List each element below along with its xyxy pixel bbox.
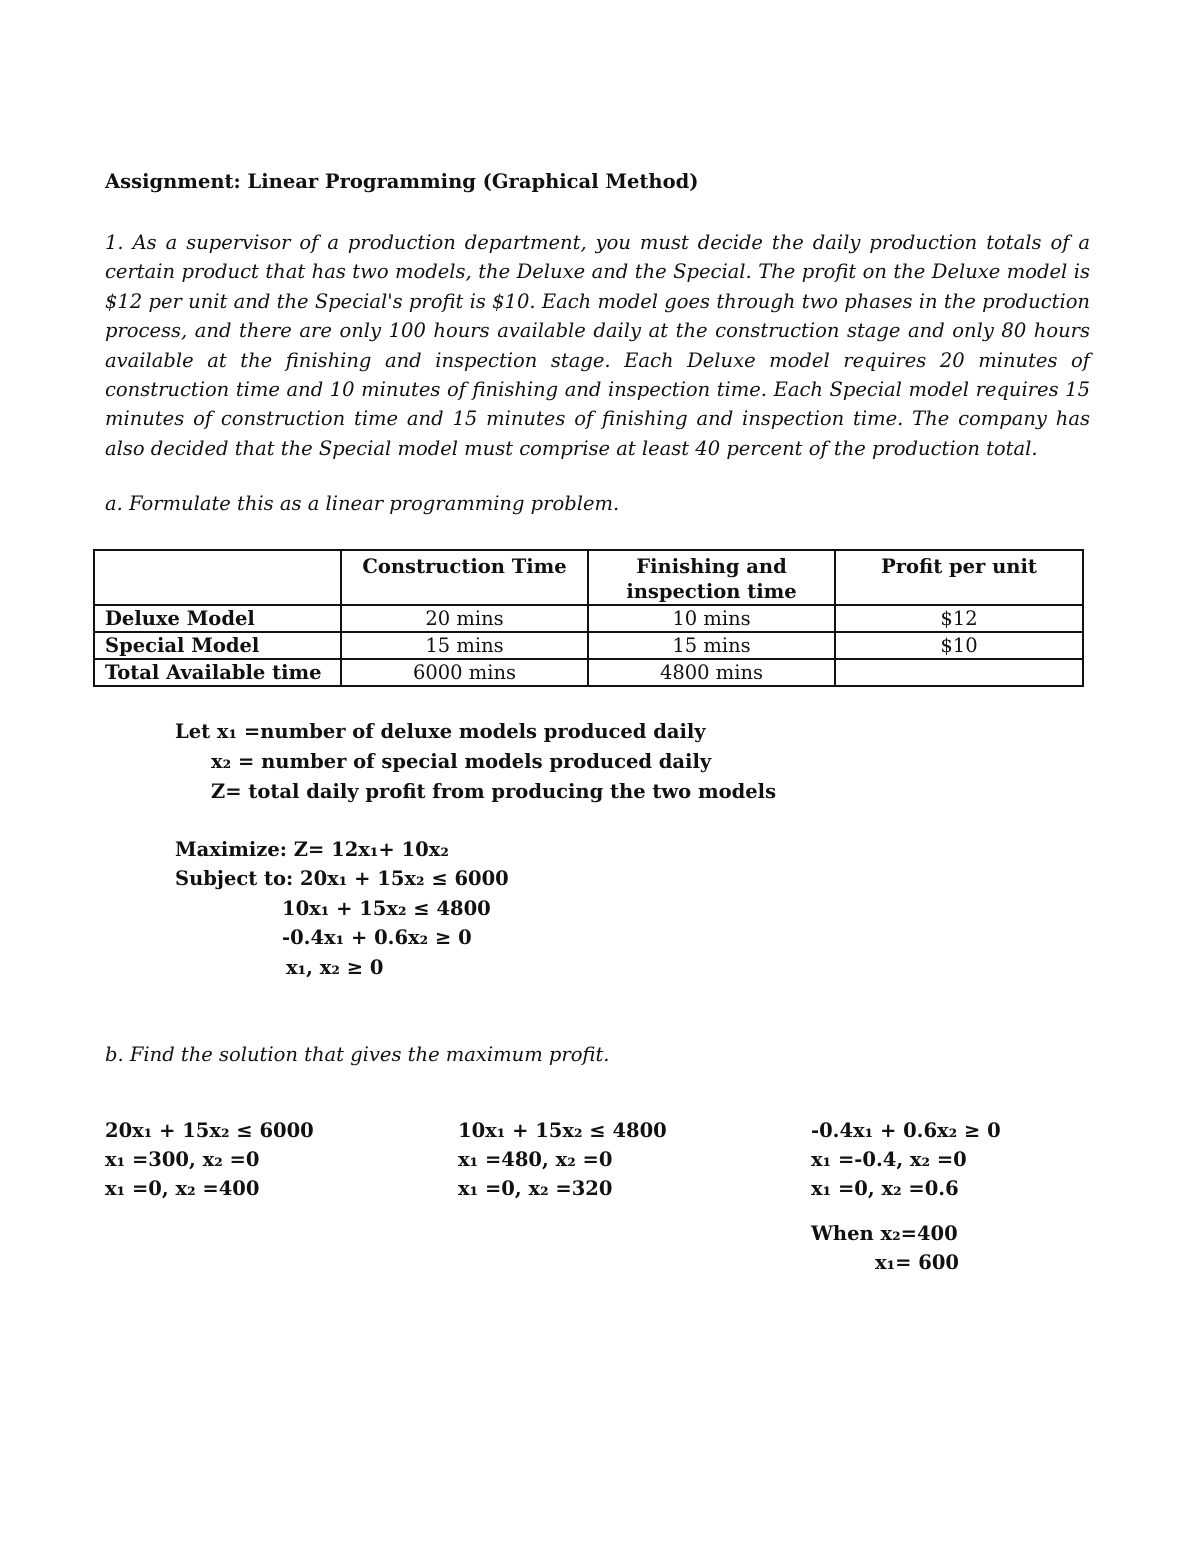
solution-when: When x₂=400 (811, 1222, 958, 1245)
solution-line: 20x₁ + 15x₂ ≤ 6000 (105, 1119, 314, 1142)
assignment-title: Assignment: Linear Programming (Graphical Method) (105, 170, 699, 193)
table-header-cell (94, 550, 341, 605)
time-profit-table (93, 549, 1084, 687)
objective-function: Maximize: Z= 12x₁+ 10x₂ (175, 838, 449, 861)
constraint-finishing: 10x₁ + 15x₂ ≤ 4800 (282, 897, 491, 920)
table-cell: 15 mins (588, 632, 835, 659)
table-cell: 6000 mins (341, 659, 588, 686)
constraint-construction: Subject to: 20x₁ + 15x₂ ≤ 6000 (175, 867, 509, 890)
constraint-special-share: -0.4x₁ + 0.6x₂ ≥ 0 (282, 926, 472, 949)
row-label: Special Model (94, 632, 341, 659)
table-cell: 4800 mins (588, 659, 835, 686)
table-header-cell: Finishing and inspection time (588, 550, 835, 605)
solution-line: x₁ =-0.4, x₂ =0 (811, 1148, 967, 1171)
table-header-cell: Construction Time (341, 550, 588, 605)
define-x1: Let x₁ =number of deluxe models produced daily (175, 720, 706, 743)
problem-statement: 1. As a supervisor of a production department, you must decide the daily production totals of a certain product that has two models, the Deluxe and the Special. The profit on the Deluxe model is $12 per unit and the Special's profit is $10. Each model goes through two phases in the production process, and there are only 100 hours available daily at the construction stage and only 80 hours available at the finishing and inspection stage. Each Deluxe model requires 20 minutes of construction time and 10 minutes of finishing and inspection time. Each Special model requires 15 minutes of construction time and 15 minutes of finishing and inspection time. The company has also decided that the Special model must comprise at least 40 percent of the production total. (105, 231, 1090, 460)
part-b-prompt: b. Find the solution that gives the maximum profit. (105, 1043, 610, 1066)
solution-then: x₁= 600 (875, 1251, 959, 1274)
row-label: Total Available time (94, 659, 341, 686)
constraint-nonnegativity: x₁, x₂ ≥ 0 (286, 956, 384, 979)
define-x2: x₂ = number of special models produced daily (211, 750, 712, 773)
table-row (94, 659, 1083, 686)
solution-line: 10x₁ + 15x₂ ≤ 4800 (458, 1119, 667, 1142)
solution-line: x₁ =480, x₂ =0 (458, 1148, 613, 1171)
table-cell: 10 mins (588, 605, 835, 632)
define-z: Z= total daily profit from producing the two models (211, 780, 777, 803)
table-row (94, 605, 1083, 632)
table-cell: $12 (835, 605, 1083, 632)
table-row (94, 632, 1083, 659)
table-cell: $10 (835, 632, 1083, 659)
solution-line: x₁ =0, x₂ =320 (458, 1177, 613, 1200)
table-cell: 15 mins (341, 632, 588, 659)
table-header-cell: Profit per unit (835, 550, 1083, 605)
table-cell: 20 mins (341, 605, 588, 632)
row-label: Deluxe Model (94, 605, 341, 632)
table-header-row (94, 550, 1083, 605)
part-a-prompt: a. Formulate this as a linear programming problem. (105, 492, 620, 515)
solution-line: x₁ =0, x₂ =400 (105, 1177, 260, 1200)
solution-line: -0.4x₁ + 0.6x₂ ≥ 0 (811, 1119, 1001, 1142)
solution-line: x₁ =300, x₂ =0 (105, 1148, 260, 1171)
solution-line: x₁ =0, x₂ =0.6 (811, 1177, 959, 1200)
table-cell (835, 659, 1083, 686)
